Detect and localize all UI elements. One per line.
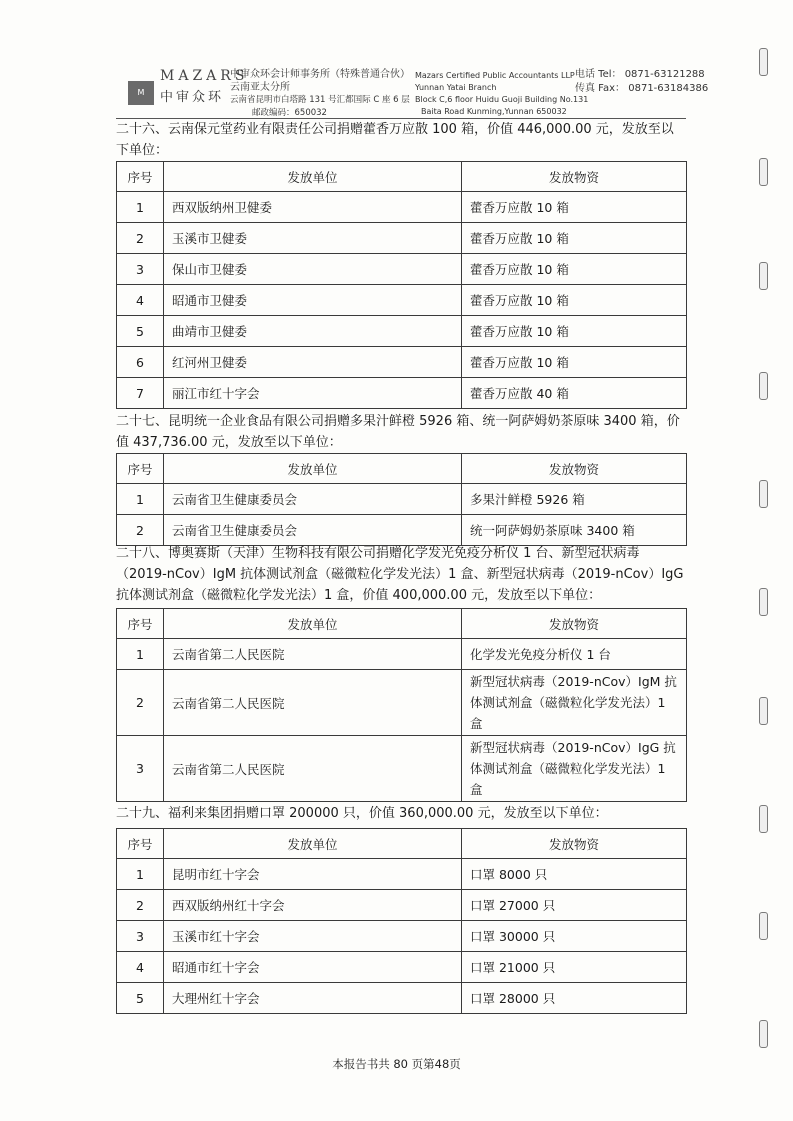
row-index: 5: [117, 316, 164, 347]
supplies-item: 藿香万应散 10 箱: [462, 285, 687, 316]
table-row: [117, 316, 687, 347]
binding-hole-mark: [759, 48, 768, 76]
supplies-item: 藿香万应散 10 箱: [462, 223, 687, 254]
recipient-unit: 保山市卫健委: [164, 254, 462, 285]
supplies-item: 新型冠状病毒（2019-nCov）IgM 抗体测试剂盒（磁微粒化学发光法）1 盒: [462, 670, 687, 736]
table-row: [117, 670, 687, 736]
logo-chinese: 中审众环: [160, 90, 225, 105]
row-index: 3: [117, 254, 164, 285]
binding-hole-mark: [759, 372, 768, 400]
supplies-item: 口罩 27000 只: [462, 890, 687, 921]
row-index: 4: [117, 952, 164, 983]
table-row: [117, 192, 687, 223]
fax: 传真 Fax： 0871-63184386: [575, 83, 709, 94]
row-index: 2: [117, 890, 164, 921]
column-header-index: 序号: [117, 454, 164, 484]
logo-mark: M: [128, 81, 154, 105]
column-header-supplies: 发放物资: [462, 454, 687, 484]
firm-name-cn: 中审众环会计师事务所（特殊普通合伙）: [230, 69, 410, 80]
table-row: [117, 952, 687, 983]
address-en-line2: Baita Road Kunming,Yunnan 650032: [421, 107, 567, 116]
column-header-index: 序号: [117, 609, 164, 639]
recipient-unit: 昭通市卫健委: [164, 285, 462, 316]
row-index: 1: [117, 484, 164, 515]
branch-name-en: Yunnan Yatai Branch: [415, 83, 497, 92]
table-row: [117, 347, 687, 378]
address-en-line1: Block C,6 floor Huidu Guoji Building No.131: [415, 95, 589, 104]
recipient-unit: 云南省第二人民医院: [164, 670, 462, 736]
supplies-item: 口罩 8000 只: [462, 859, 687, 890]
recipient-unit: 西双版纳州卫健委: [164, 192, 462, 223]
recipient-unit: 大理州红十字会: [164, 983, 462, 1014]
firm-logo: [128, 68, 249, 108]
recipient-unit: 云南省第二人民医院: [164, 736, 462, 802]
row-index: 3: [117, 736, 164, 802]
section-heading-27: 二十七、昆明统一企业食品有限公司捐赠多果汁鲜橙 5926 箱、统一阿萨姆奶茶原味 3400 箱，价值 437,736.00 元，发放至以下单位：: [116, 414, 680, 450]
table-row: [117, 859, 687, 890]
recipient-unit: 云南省第二人民医院: [164, 639, 462, 670]
recipient-unit: 昭通市红十字会: [164, 952, 462, 983]
table-row: [117, 378, 687, 409]
row-index: 7: [117, 378, 164, 409]
branch-name-cn: 云南亚太分所: [230, 82, 290, 93]
table-header-row: [117, 829, 687, 859]
row-index: 6: [117, 347, 164, 378]
supplies-item: 新型冠状病毒（2019-nCov）IgG 抗体测试剂盒（磁微粒化学发光法）1 盒: [462, 736, 687, 802]
recipient-unit: 西双版纳州红十字会: [164, 890, 462, 921]
column-header-recipient: 发放单位: [164, 454, 462, 484]
supplies-item: 口罩 21000 只: [462, 952, 687, 983]
letterhead-contact: [575, 68, 708, 96]
logo-english: MAZARS: [160, 68, 249, 84]
row-index: 1: [117, 639, 164, 670]
table-row: [117, 983, 687, 1014]
supplies-item: 藿香万应散 10 箱: [462, 316, 687, 347]
row-index: 5: [117, 983, 164, 1014]
table-header-row: [117, 162, 687, 192]
binding-hole-mark: [759, 805, 768, 833]
table-row: [117, 921, 687, 952]
supplies-item: 藿香万应散 10 箱: [462, 347, 687, 378]
distribution-table-28: [116, 608, 687, 802]
column-header-supplies: 发放物资: [462, 162, 687, 192]
firm-name-en: Mazars Certified Public Accountants LLP: [415, 71, 575, 80]
section-heading-28: 二十八、博奥赛斯（天津）生物科技有限公司捐赠化学发光免疫分析仪 1 台、新型冠状病毒（2019-nCov）IgM 抗体测试剂盒（磁微粒化学发光法）1 盒、新型冠状病毒（2019-nCov）IgG 抗体测试剂盒（磁微粒化学发光法）1 盒，价值 400,000.00 元，发放至以下单位：: [116, 546, 684, 603]
column-header-recipient: 发放单位: [164, 609, 462, 639]
distribution-table-27: [116, 453, 687, 546]
binding-hole-mark: [759, 1020, 768, 1048]
table-row: [117, 515, 687, 546]
page-footer: 本报告书共 80 页第48页: [332, 1057, 461, 1071]
row-index: 3: [117, 921, 164, 952]
supplies-item: 口罩 28000 只: [462, 983, 687, 1014]
column-header-supplies: 发放物资: [462, 829, 687, 859]
postcode-cn: 邮政编码：650032: [252, 108, 327, 118]
table-row: [117, 484, 687, 515]
supplies-item: 口罩 30000 只: [462, 921, 687, 952]
recipient-unit: 昆明市红十字会: [164, 859, 462, 890]
binding-hole-mark: [759, 588, 768, 616]
letterhead-english: [415, 70, 588, 118]
binding-hole-mark: [759, 480, 768, 508]
table-header-row: [117, 454, 687, 484]
binding-hole-mark: [759, 262, 768, 290]
table-row: [117, 254, 687, 285]
supplies-item: 藿香万应散 40 箱: [462, 378, 687, 409]
recipient-unit: 玉溪市卫健委: [164, 223, 462, 254]
column-header-recipient: 发放单位: [164, 162, 462, 192]
table-row: [117, 285, 687, 316]
column-header-supplies: 发放物资: [462, 609, 687, 639]
table-row: [117, 639, 687, 670]
supplies-item: 化学发光免疫分析仪 1 台: [462, 639, 687, 670]
table-header-row: [117, 609, 687, 639]
binding-hole-mark: [759, 697, 768, 725]
address-cn: 云南省昆明市白塔路 131 号汇都国际 C 座 6 层: [230, 95, 410, 105]
table-row: [117, 223, 687, 254]
distribution-table-29: [116, 828, 687, 1014]
distribution-table-26: [116, 161, 687, 409]
recipient-unit: 曲靖市卫健委: [164, 316, 462, 347]
recipient-unit: 玉溪市红十字会: [164, 921, 462, 952]
column-header-index: 序号: [117, 829, 164, 859]
recipient-unit: 丽江市红十字会: [164, 378, 462, 409]
supplies-item: 藿香万应散 10 箱: [462, 254, 687, 285]
table-row: [117, 736, 687, 802]
row-index: 4: [117, 285, 164, 316]
recipient-unit: 云南省卫生健康委员会: [164, 515, 462, 546]
telephone: 电话 Tel： 0871-63121288: [575, 69, 705, 80]
supplies-item: 多果汁鲜橙 5926 箱: [462, 484, 687, 515]
supplies-item: 统一阿萨姆奶茶原味 3400 箱: [462, 515, 687, 546]
column-header-recipient: 发放单位: [164, 829, 462, 859]
binding-hole-mark: [759, 158, 768, 186]
row-index: 1: [117, 859, 164, 890]
recipient-unit: 云南省卫生健康委员会: [164, 484, 462, 515]
supplies-item: 藿香万应散 10 箱: [462, 192, 687, 223]
recipient-unit: 红河州卫健委: [164, 347, 462, 378]
row-index: 1: [117, 192, 164, 223]
row-index: 2: [117, 223, 164, 254]
section-heading-29: 二十九、福利来集团捐赠口罩 200000 只，价值 360,000.00 元，发放至以下单位：: [116, 806, 608, 821]
section-heading-26: 二十六、云南保元堂药业有限责任公司捐赠藿香万应散 100 箱，价值 446,000.00 元，发放至以下单位：: [116, 122, 674, 158]
column-header-index: 序号: [117, 162, 164, 192]
table-row: [117, 890, 687, 921]
letterhead-chinese: [230, 68, 410, 120]
row-index: 2: [117, 670, 164, 736]
binding-hole-mark: [759, 912, 768, 940]
row-index: 2: [117, 515, 164, 546]
